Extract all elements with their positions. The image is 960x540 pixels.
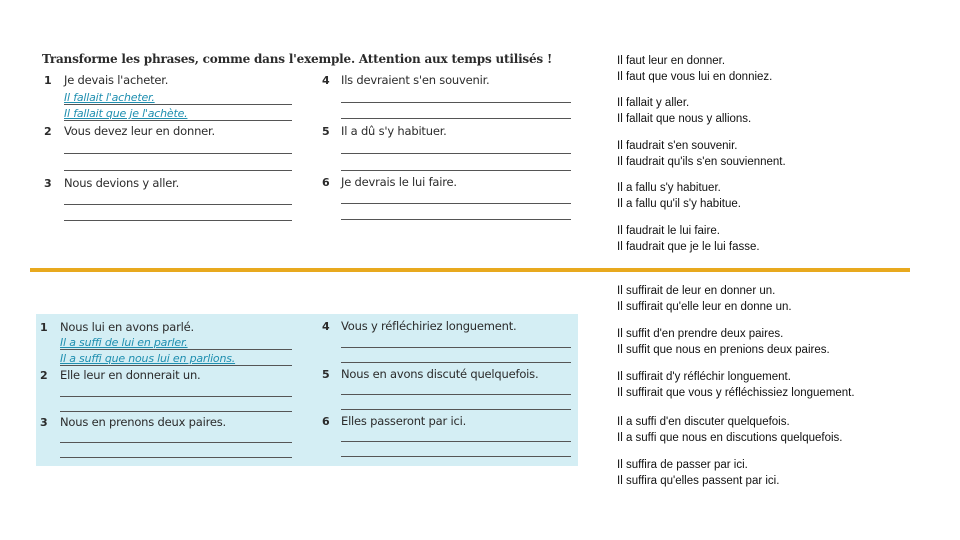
exercise-sentence: Vous y réfléchiriez longuement. — [341, 319, 517, 333]
answer-line[interactable] — [341, 118, 571, 119]
answer-line — [64, 104, 292, 105]
answer-line-text: Il a fallu s'y habituer. — [617, 182, 721, 194]
answer-pair — [617, 224, 760, 255]
answer-line-text: Il faudrait que je le lui fasse. — [617, 240, 760, 253]
answer-line-text: Il suffirait qu'elle leur en donne un. — [617, 300, 792, 313]
answer-pair — [617, 181, 741, 212]
exercise-sentence: Nous en avons discuté quelquefois. — [341, 367, 539, 381]
item-number: 4 — [322, 74, 330, 87]
answer-pair — [617, 415, 842, 446]
answer-pair — [617, 327, 830, 358]
item-number: 3 — [40, 416, 48, 429]
answer-line[interactable] — [341, 102, 571, 103]
answer-line-text: Il a fallu qu'il s'y habitue. — [617, 197, 741, 210]
answer-line-text: Il fallait y aller. — [617, 97, 690, 109]
exercise-sentence: Ils devraient s'en souvenir. — [341, 73, 490, 87]
answer-line[interactable] — [64, 220, 292, 221]
section-divider — [30, 268, 910, 272]
answer-pair — [617, 370, 855, 401]
answer-line[interactable] — [341, 203, 571, 204]
answer-line-text: Il faudrait s'en souvenir. — [617, 140, 738, 152]
exercise-sentence: Nous devions y aller. — [64, 176, 180, 190]
answer-line-text: Il suffirait d'y réfléchir longuement. — [617, 371, 791, 383]
answer-line-text: Il fallait que nous y allions. — [617, 112, 752, 125]
item-number: 3 — [44, 177, 52, 190]
answer-pair — [617, 54, 772, 85]
answer-line-text: Il suffira qu'elles passent par ici. — [617, 474, 780, 487]
answer-line[interactable] — [341, 153, 571, 154]
answer-line[interactable] — [341, 170, 571, 171]
item-number: 5 — [322, 125, 330, 138]
answer-line-text: Il faudrait le lui faire. — [617, 225, 720, 237]
example-answer: Il fallait l'acheter. — [64, 91, 155, 104]
answer-line — [64, 120, 292, 121]
answer-line[interactable] — [341, 409, 571, 410]
answer-line-text: Il suffirait que vous y réfléchissiez longuement. — [617, 386, 855, 399]
answer-line[interactable] — [341, 362, 571, 363]
item-number: 6 — [322, 415, 330, 428]
exercise-sentence: Nous lui en avons parlé. — [60, 320, 194, 334]
item-number: 1 — [40, 321, 48, 334]
answer-line-text: Il faudrait qu'ils s'en souviennent. — [617, 155, 786, 168]
answer-line[interactable] — [60, 396, 292, 397]
answer-line-text: Il a suffi d'en discuter quelquefois. — [617, 416, 790, 428]
item-number: 6 — [322, 176, 330, 189]
answer-line[interactable] — [341, 456, 571, 457]
answer-line-text: Il suffit d'en prendre deux paires. — [617, 328, 784, 340]
exercise-sentence: Je devrais le lui faire. — [341, 175, 457, 189]
answer-line-text: Il faut leur en donner. — [617, 55, 726, 67]
example-answer: Il a suffi que nous lui en parlions. — [60, 352, 236, 365]
exercise-instruction: Transforme les phrases, comme dans l'exemple. Attention aux temps utilisés ! — [42, 52, 553, 66]
answer-line — [60, 349, 292, 350]
answer-line[interactable] — [341, 219, 571, 220]
exercise-top-panel — [36, 46, 580, 232]
answer-line-text: Il suffirait de leur en donner un. — [617, 285, 776, 297]
item-number: 2 — [44, 125, 52, 138]
exercise-sentence: Elle leur en donnerait un. — [60, 368, 201, 382]
answer-line[interactable] — [60, 457, 292, 458]
exercise-sentence: Il a dû s'y habituer. — [341, 124, 447, 138]
exercise-sentence: Je devais l'acheter. — [64, 73, 169, 87]
answer-pair — [617, 139, 786, 170]
exercise-sentence: Vous devez leur en donner. — [64, 124, 215, 138]
exercise-sentence: Nous en prenons deux paires. — [60, 415, 226, 429]
answer-line[interactable] — [341, 394, 571, 395]
exercise-bottom-panel — [36, 314, 578, 466]
answer-line-text: Il faut que vous lui en donniez. — [617, 70, 773, 83]
answer-line[interactable] — [64, 204, 292, 205]
answer-line[interactable] — [64, 170, 292, 171]
answer-pair — [617, 284, 792, 315]
item-number: 5 — [322, 368, 330, 381]
answer-line-text: Il a suffi que nous en discutions quelquefois. — [617, 431, 843, 444]
example-answer: Il fallait que je l'achète. — [64, 107, 188, 120]
answer-pair — [617, 458, 779, 489]
answer-line — [60, 365, 292, 366]
answer-line[interactable] — [60, 411, 292, 412]
answer-pair — [617, 96, 751, 127]
item-number: 1 — [44, 74, 52, 87]
exercise-sentence: Elles passeront par ici. — [341, 414, 467, 428]
answer-line[interactable] — [64, 153, 292, 154]
item-number: 2 — [40, 369, 48, 382]
answer-line-text: Il suffit que nous en prenions deux paires. — [617, 343, 830, 356]
example-answer: Il a suffi de lui en parler. — [60, 336, 188, 349]
item-number: 4 — [322, 320, 330, 333]
answer-line[interactable] — [341, 441, 571, 442]
answer-line-text: Il suffira de passer par ici. — [617, 459, 748, 471]
answer-line[interactable] — [341, 347, 571, 348]
answer-line[interactable] — [60, 442, 292, 443]
